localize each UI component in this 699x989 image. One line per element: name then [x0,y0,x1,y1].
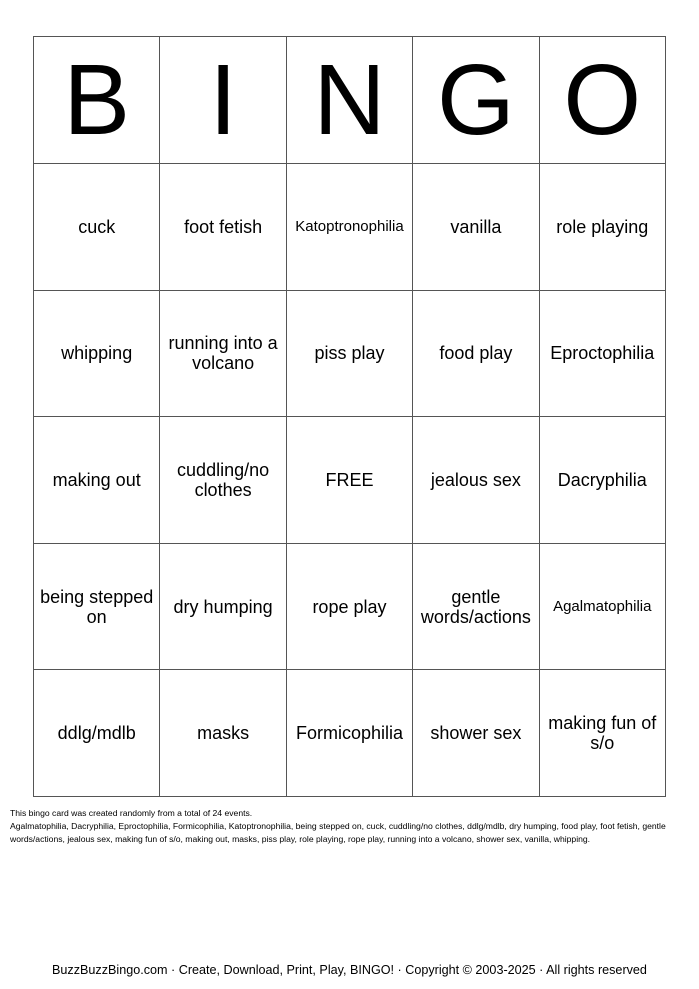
bingo-cell: Dacryphilia [539,417,665,544]
bingo-cell: cuddling/no clothes [160,417,286,544]
bingo-card [33,36,666,797]
bingo-cell: masks [160,670,286,797]
bingo-row [34,164,666,291]
bingo-cell: Formicophilia [286,670,412,797]
bingo-cell: food play [413,290,539,417]
bingo-cell: role playing [539,164,665,291]
bingo-cell: making out [34,417,160,544]
bingo-cell: gentle words/actions [413,543,539,670]
bingo-cell: shower sex [413,670,539,797]
bingo-cell: dry humping [160,543,286,670]
bingo-cell: rope play [286,543,412,670]
bingo-header-row [34,37,666,164]
bingo-cell: making fun of s/o [539,670,665,797]
bingo-cell: foot fetish [160,164,286,291]
note-summary: This bingo card was created randomly from a total of 24 events. [10,808,253,818]
header-letter-b: B [34,37,160,164]
bingo-row [34,543,666,670]
bingo-cell: Katoptronophilia [286,164,412,291]
header-letter-o: O [539,37,665,164]
note-event-list: Agalmatophilia, Dacryphilia, Eproctophilia, Formicophilia, Katoptronophilia, being stepped on, cuck, cuddling/no clothes, ddlg/mdlb, dry humping, food play, foot fetish, gentle words/actions, jealous sex, making fun of s/o, making out, masks, piss play, role playing, rope play, running into a volcano, shower sex, vanilla, whipping. [10,821,666,844]
bingo-cell: whipping [34,290,160,417]
bingo-cell: cuck [34,164,160,291]
bingo-row [34,417,666,544]
bingo-row [34,670,666,797]
bingo-cell: Eproctophilia [539,290,665,417]
bingo-cell: Agalmatophilia [539,543,665,670]
card-note [10,807,685,846]
bingo-cell: being stepped on [34,543,160,670]
bingo-cell: vanilla [413,164,539,291]
header-letter-n: N [286,37,412,164]
bingo-cell: running into a volcano [160,290,286,417]
free-space-cell: FREE [286,417,412,544]
bingo-cell: jealous sex [413,417,539,544]
bingo-cell: ddlg/mdlb [34,670,160,797]
footer-copyright: BuzzBuzzBingo.com · Create, Download, Print, Play, BINGO! · Copyright © 2003-2025 · All rights reserved [52,963,647,977]
bingo-cell: piss play [286,290,412,417]
bingo-row [34,290,666,417]
header-letter-i: I [160,37,286,164]
header-letter-g: G [413,37,539,164]
